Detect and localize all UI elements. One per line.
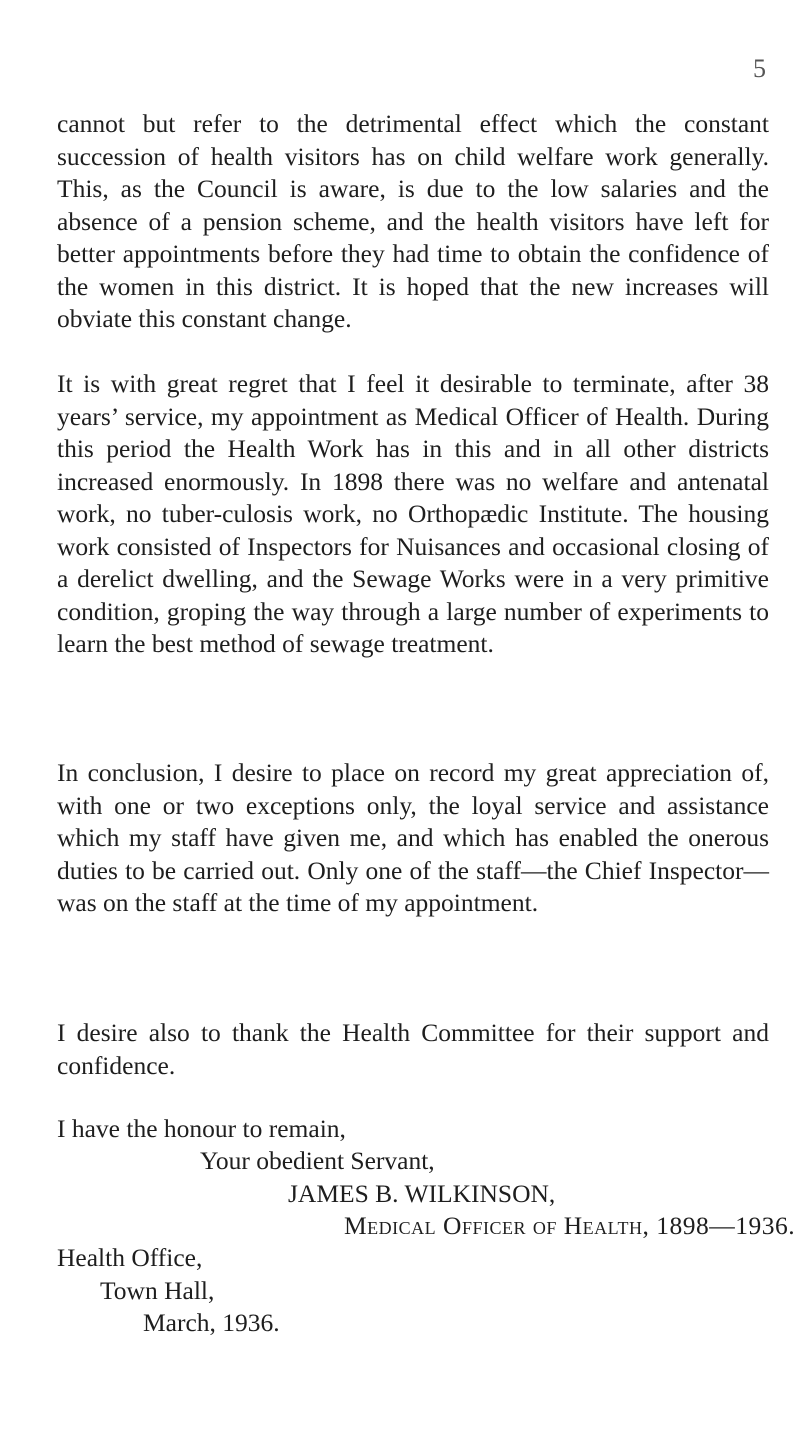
signature-name: JAMES B. WILKINSON,: [288, 1179, 556, 1208]
date-line: March, 1936.: [143, 1308, 280, 1337]
page-number: 5: [753, 54, 766, 83]
closing-servant-line: Your obedient Servant,: [200, 1146, 435, 1175]
address-office: Health Office,: [57, 1243, 203, 1272]
paragraph-thanks: I desire also to thank the Health Committee for their support and confidence.: [57, 1018, 769, 1080]
signature-title: Medical Officer of Health, 1898—1936.: [344, 1211, 796, 1240]
address-town-hall: Town Hall,: [100, 1276, 215, 1305]
closing-honour-line: I have the honour to remain,: [57, 1114, 346, 1143]
paragraph-retirement: It is with great regret that I feel it desirable to terminate, after 38 years’ service, my appointment as Medical Officer of Health. During this period the Health Work has in this and in all other districts increased enormously. In 1898 there was no welfare and antenatal work, no tuber-culosis work, no Orthopædic Institute. The housing work consisted of Inspectors for Nuisances and occasional closing of a derelict dwelling, and the Sewage Works were in a very primitive condition, groping the way through a large number of experiments to learn the best method of sewage treatment.: [57, 369, 769, 658]
paragraph-health-visitors: cannot but refer to the detrimental effect which the constant succession of health visitors has on child welfare work generally. This, as the Council is aware, is due to the low salaries and the absence of a pension scheme, and the health visitors have left for better appointments before they had time to obtain the confidence of the women in this district. It is hoped that the new increases will obviate this constant change.: [57, 109, 769, 333]
paragraph-conclusion: In conclusion, I desire to place on record my great appreciation of, with one or two exceptions only, the loyal service and assistance which my staff have given me, and which has enabled the onerous duties to be carried out. Only one of the staff—the Chief Inspector—was on the staff at the time of my appointment.: [57, 758, 769, 917]
